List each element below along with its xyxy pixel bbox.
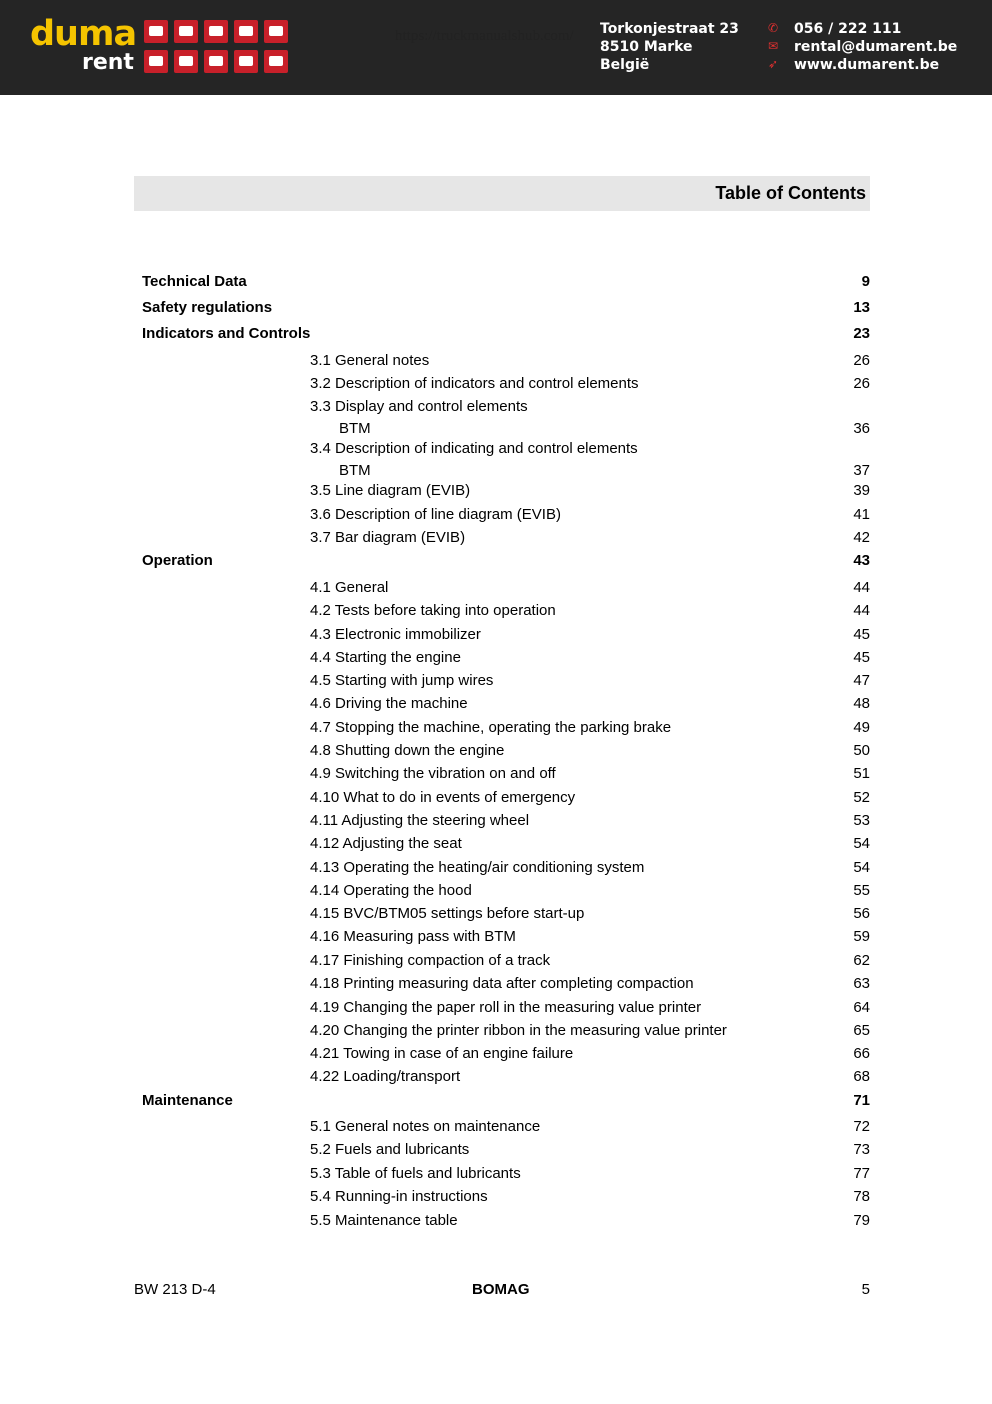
toc-entry-label: 3.7 Bar diagram (EVIB) bbox=[310, 529, 466, 546]
toc-entry-label: 5.5 Maintenance table bbox=[310, 1212, 458, 1229]
toc-section[interactable] bbox=[310, 742, 870, 759]
toc-page-number: 65 bbox=[853, 1022, 870, 1039]
toc-section[interactable] bbox=[310, 952, 870, 969]
toc-entry-label: 4.9 Switching the vibration on and off bbox=[310, 765, 556, 782]
source-url[interactable]: https://truckmanualshub.com/ bbox=[395, 28, 574, 44]
address-line: 8510 Marke bbox=[600, 39, 693, 55]
toc-section[interactable] bbox=[310, 719, 870, 736]
toc-section[interactable] bbox=[310, 375, 870, 392]
toc-section[interactable] bbox=[310, 999, 870, 1016]
toc-entry-label: 3.1 General notes bbox=[310, 352, 430, 369]
email-address[interactable]: rental@dumarent.be bbox=[794, 39, 958, 55]
trailer-icon bbox=[204, 50, 228, 73]
toc-page-number: 48 bbox=[853, 695, 870, 712]
toc-page-number: 79 bbox=[853, 1212, 870, 1229]
cursor-icon: ➶ bbox=[768, 57, 779, 71]
toc-page-number: 44 bbox=[853, 602, 870, 619]
toc-page-number: 62 bbox=[853, 952, 870, 969]
toc-page-number: 55 bbox=[853, 882, 870, 899]
toc-entry-label: 4.11 Adjusting the steering wheel bbox=[310, 812, 530, 829]
toc-section[interactable] bbox=[310, 506, 870, 523]
toc-section[interactable] bbox=[310, 882, 870, 899]
toc-entry-label: 4.6 Driving the machine bbox=[310, 695, 468, 712]
toc-entry-label: 4.21 Towing in case of an engine failure bbox=[310, 1045, 574, 1062]
toc-section[interactable] bbox=[310, 1212, 870, 1229]
toc-page-number: 45 bbox=[853, 626, 870, 643]
toc-page-number: 56 bbox=[853, 905, 870, 922]
header-banner bbox=[0, 0, 992, 95]
toc-section[interactable] bbox=[310, 352, 870, 369]
page-title: Table of Contents bbox=[715, 183, 866, 203]
toc-page-number: 50 bbox=[853, 742, 870, 759]
toc-entry-label: Safety regulations bbox=[142, 299, 273, 316]
toc-section[interactable] bbox=[310, 482, 870, 499]
excavator-icon bbox=[234, 20, 258, 43]
toc-page-number: 49 bbox=[853, 719, 870, 736]
toc-chapter[interactable] bbox=[142, 1092, 870, 1109]
address-line: Torkonjestraat 23 bbox=[600, 21, 739, 37]
toc-entry-label: 4.10 What to do in events of emergency bbox=[310, 789, 576, 806]
mail-icon: ✉ bbox=[768, 39, 779, 53]
company-contact bbox=[768, 20, 957, 74]
toc-entry-label: 3.5 Line diagram (EVIB) bbox=[310, 482, 471, 499]
toc-entry-label: 4.5 Starting with jump wires bbox=[310, 672, 494, 689]
email-row bbox=[768, 38, 957, 56]
toc-section[interactable] bbox=[310, 812, 870, 829]
toc-entry-label: 5.1 General notes on maintenance bbox=[310, 1118, 541, 1135]
toc-entry-label: 4.17 Finishing compaction of a track bbox=[310, 952, 551, 969]
duma-rent-logo bbox=[30, 16, 290, 78]
toc-section[interactable] bbox=[310, 1188, 870, 1205]
toc-entry-label: 3.2 Description of indicators and control elements bbox=[310, 375, 639, 392]
toc-page-number: 36 bbox=[853, 420, 870, 437]
toc-page-number: 39 bbox=[853, 482, 870, 499]
toc-page-number: 64 bbox=[853, 999, 870, 1016]
toc-entry-label: Technical Data bbox=[142, 273, 247, 290]
toc-section[interactable] bbox=[310, 579, 870, 596]
footer-brand: BOMAG bbox=[472, 1281, 530, 1298]
toc-section[interactable] bbox=[310, 905, 870, 922]
toc-section[interactable] bbox=[310, 626, 870, 643]
toc-page-number: 26 bbox=[853, 352, 870, 369]
toc-page-number: 9 bbox=[861, 273, 870, 290]
toc-page-number: 72 bbox=[853, 1118, 870, 1135]
toc-entry-label: 5.2 Fuels and lubricants bbox=[310, 1141, 470, 1158]
toc-page-number: 53 bbox=[853, 812, 870, 829]
toc-page-number: 41 bbox=[853, 506, 870, 523]
toc-title-bar bbox=[134, 176, 870, 211]
toc-entry-label: 4.7 Stopping the machine, operating the parking brake bbox=[310, 719, 672, 736]
toc-entry-label: 4.19 Changing the paper roll in the measuring value printer bbox=[310, 999, 702, 1016]
toc-entry-label: 4.4 Starting the engine bbox=[310, 649, 461, 666]
toc-entry-label: 5.3 Table of fuels and lubricants bbox=[310, 1165, 521, 1182]
roller-icon bbox=[144, 20, 168, 43]
toc-entry-label: 4.22 Loading/transport bbox=[310, 1068, 461, 1085]
dumper-icon bbox=[264, 20, 288, 43]
crane-icon bbox=[264, 50, 288, 73]
toc-section[interactable] bbox=[310, 398, 870, 437]
tractor-icon bbox=[174, 50, 198, 73]
toc-page-number: 59 bbox=[853, 928, 870, 945]
website-link[interactable]: www.dumarent.be bbox=[794, 57, 940, 73]
toc-entry-label: 4.2 Tests before taking into operation bbox=[310, 602, 556, 619]
toc-section[interactable] bbox=[310, 789, 870, 806]
toc-entry-label: 4.14 Operating the hood bbox=[310, 882, 472, 899]
logo-rent-text: rent bbox=[82, 50, 134, 75]
logo-duma-text: duma bbox=[30, 14, 137, 54]
toc-page-number: 23 bbox=[853, 325, 870, 342]
company-address bbox=[600, 20, 739, 74]
toc-entry-label: Operation bbox=[142, 552, 213, 569]
phone-row bbox=[768, 20, 957, 38]
digger-icon bbox=[234, 50, 258, 73]
toc-chapter[interactable] bbox=[142, 552, 870, 569]
toc-section[interactable] bbox=[310, 765, 870, 782]
footer-model: BW 213 D-4 bbox=[134, 1281, 216, 1298]
toc-section[interactable] bbox=[310, 1045, 870, 1062]
toc-page-number: 45 bbox=[853, 649, 870, 666]
toc-entry-label: 4.15 BVC/BTM05 settings before start-up bbox=[310, 905, 585, 922]
phone-icon: ✆ bbox=[768, 21, 779, 35]
toc-section[interactable] bbox=[310, 1068, 870, 1085]
toc-page-number: 66 bbox=[853, 1045, 870, 1062]
toc-page-number: 51 bbox=[853, 765, 870, 782]
toc-page-number: 47 bbox=[853, 672, 870, 689]
toc-section[interactable] bbox=[310, 859, 870, 876]
toc-entry-label: 3.4 Description of indicating and control elements bbox=[310, 440, 638, 457]
toc-section[interactable] bbox=[310, 529, 870, 546]
toc-entry-label: 4.18 Printing measuring data after completing compaction bbox=[310, 975, 694, 992]
toc-entry-label: 4.20 Changing the printer ribbon in the measuring value printer bbox=[310, 1022, 727, 1039]
toc-chapter[interactable] bbox=[142, 299, 870, 316]
toc-entry-label: Indicators and Controls bbox=[142, 325, 311, 342]
toc-page-number: 52 bbox=[853, 789, 870, 806]
toc-section[interactable] bbox=[310, 1022, 870, 1039]
truck-icon bbox=[144, 50, 168, 73]
toc-page-number: 54 bbox=[853, 859, 870, 876]
toc-section[interactable] bbox=[310, 649, 870, 666]
toc-section[interactable] bbox=[310, 975, 870, 992]
toc-entry-label: 4.12 Adjusting the seat bbox=[310, 835, 462, 852]
toc-chapter[interactable] bbox=[142, 273, 870, 290]
toc-section[interactable] bbox=[310, 672, 870, 689]
toc-section[interactable] bbox=[310, 835, 870, 852]
toc-page-number: 68 bbox=[853, 1068, 870, 1085]
toc-section[interactable] bbox=[310, 1118, 870, 1135]
phone-number[interactable]: 056 / 222 111 bbox=[794, 21, 902, 37]
toc-page-number: 54 bbox=[853, 835, 870, 852]
toc-page-number: 26 bbox=[853, 375, 870, 392]
toc-page-number: 42 bbox=[853, 529, 870, 546]
toc-page-number: 77 bbox=[853, 1165, 870, 1182]
toc-section[interactable] bbox=[310, 928, 870, 945]
toc-entry-label: 3.3 Display and control elements bbox=[310, 398, 528, 415]
toc-entry-label: Maintenance bbox=[142, 1092, 233, 1109]
toc-page-number: 73 bbox=[853, 1141, 870, 1158]
website-row bbox=[768, 56, 957, 74]
toc-entry-label: 4.1 General bbox=[310, 579, 389, 596]
toc-page-number: 78 bbox=[853, 1188, 870, 1205]
toc-page-number: 44 bbox=[853, 579, 870, 596]
toc-section[interactable] bbox=[310, 440, 870, 479]
toc-page-number: 13 bbox=[853, 299, 870, 316]
toc-section[interactable] bbox=[310, 695, 870, 712]
toc-section[interactable] bbox=[310, 1141, 870, 1158]
toc-page-number: 37 bbox=[853, 462, 870, 479]
lift-icon bbox=[204, 20, 228, 43]
toc-entry-label: 3.6 Description of line diagram (EVIB) bbox=[310, 506, 561, 523]
address-line: België bbox=[600, 57, 650, 73]
toc-entry-label: 4.3 Electronic immobilizer bbox=[310, 626, 481, 643]
toc-chapter[interactable] bbox=[142, 325, 870, 342]
toc-section[interactable] bbox=[310, 602, 870, 619]
toc-page-number: 71 bbox=[853, 1092, 870, 1109]
toc-entry-label: 4.8 Shutting down the engine bbox=[310, 742, 505, 759]
toc-entry-label: 4.13 Operating the heating/air conditioning system bbox=[310, 859, 645, 876]
loader-icon bbox=[174, 20, 198, 43]
toc-entry-label-continued: BTM bbox=[339, 462, 371, 479]
toc-entry-label-continued: BTM bbox=[339, 420, 371, 437]
toc-entry-label: 5.4 Running-in instructions bbox=[310, 1188, 488, 1205]
toc-page-number: 43 bbox=[853, 552, 870, 569]
toc-section[interactable] bbox=[310, 1165, 870, 1182]
footer-page-number: 5 bbox=[861, 1281, 870, 1298]
toc-entry-label: 4.16 Measuring pass with BTM bbox=[310, 928, 516, 945]
toc-page-number: 63 bbox=[853, 975, 870, 992]
